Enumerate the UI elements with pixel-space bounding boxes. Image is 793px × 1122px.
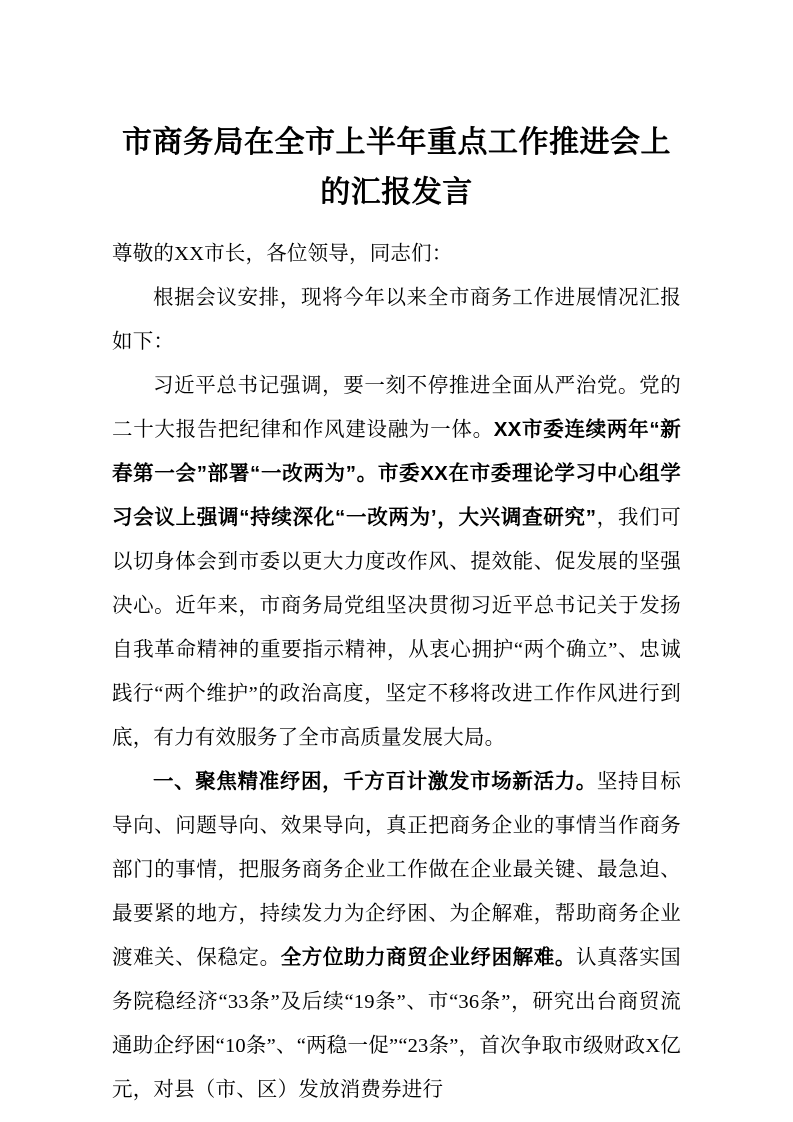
paragraph-salutation: 尊敬的XX市长，各位领导，同志们： [112,243,453,265]
text-run: 习近平总书记强调，要一刻不停推进全面从严治党。党的二十大报告把纪律和作风建设融为一体。 [112,375,681,441]
text-run: 坚持目标导向、问题导向、效果导向，真正把商务企业的事情当作商务部门的事情，把服务商务企业工作做在企业最关键、最急迫、最要紧的地方，持续发力为企纾困、为企解难，帮助商务企业渡难关、保稳定。 [112,771,681,969]
page-title-line-2: 的汇报发言 [320,176,473,209]
text-run: 认真落实国务院稳经济“33条”及后续“19条”、市“36条”，研究出台商贸流通助企纾困“10条”、“两稳一促”“23条”，首次争取市级财政X亿元，对县（市、区）发放消费券进行 [112,947,681,1101]
section-heading-run: 一、聚焦精准纾困，千方百计激发市场新活力。 [153,770,597,793]
page-title-line-1: 市商务局在全市上半年重点工作推进会上 [122,126,671,159]
paragraph-section-preamble [112,364,681,760]
text-run-bold: 全方位助力商贸企业纾困解难。 [280,946,576,969]
text-run-bold: XX市委连续两年“新春第一会”部署“一改两为”。市委XX在市委理论学习中心组学习会议上强调“持续深化“一改两为’，大兴调查研究” [112,418,681,529]
document-body [112,232,681,1112]
text-run: ，我们可以切身体会到市委以更大力度改作风、提效能、促发展的坚强决心。近年来，市商务局党组坚决贯彻习近平总书记关于发扬自我革命精神的重要指示精神，从衷心拥护“两个确立”、忠诚践行“两个维护”的政治高度，坚定不移将改进工作作风进行到底，有力有效服务了全市高质量发展大局。 [112,507,681,749]
paragraph-section-one [112,760,681,1112]
paragraph-intro: 根据会议安排，现将今年以来全市商务工作进展情况汇报如下： [112,287,681,353]
page-title [112,118,681,218]
